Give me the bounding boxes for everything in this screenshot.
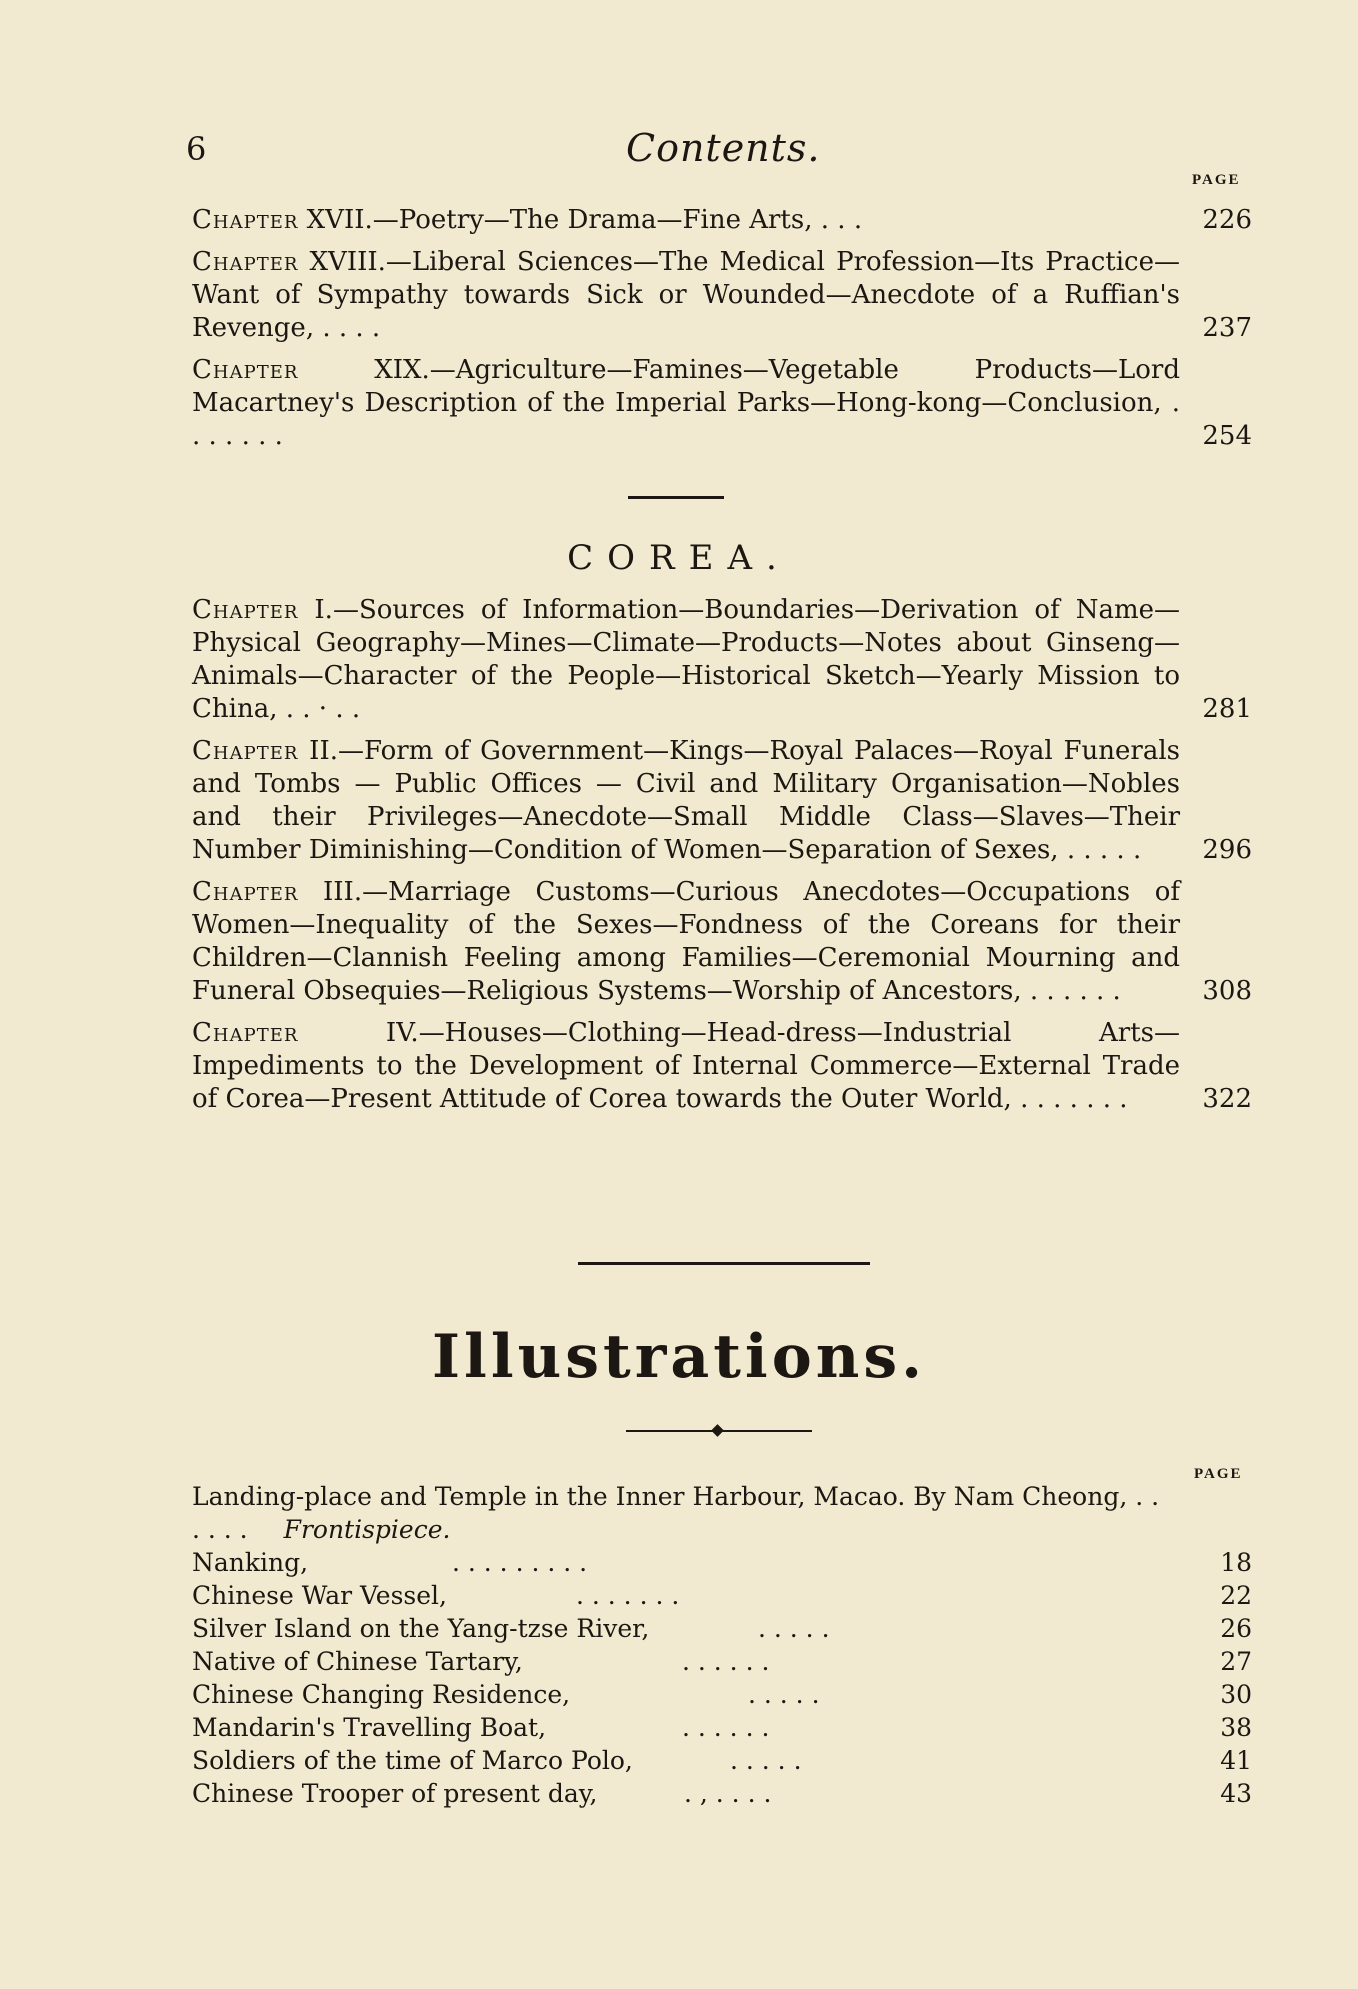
page-title: Contents.	[626, 126, 821, 170]
leader-dots: . . . . . . . . .	[452, 1548, 588, 1577]
illustration-label: Native of Chinese Tartary,	[192, 1647, 523, 1676]
illustration-entry[interactable]	[192, 1612, 1252, 1645]
illustration-entry[interactable]	[192, 1645, 1252, 1678]
illustration-entry[interactable]	[192, 1579, 1252, 1612]
chapter-page: 322	[1202, 1084, 1252, 1114]
leader-dots: . . . . .	[730, 1746, 802, 1775]
leader-dots: . . . . . . .	[1011, 1084, 1128, 1114]
chapter-page: 308	[1202, 976, 1252, 1006]
leader-dots: . . . . .	[748, 1680, 820, 1709]
chapter-lead: Chapter	[192, 736, 299, 766]
illustration-page: 43	[1220, 1779, 1252, 1808]
chapter-lead: Chapter	[192, 205, 299, 235]
page-column-label: PAGE	[1192, 172, 1241, 188]
chapter-text: I.—Sources of Information—Boundaries—Derivation of Name—Physical Geography—Mines—Climate—Products—Notes about Ginseng—Animals—Character of the People—Historical Sketch—Yearly Mission to China,	[192, 595, 1180, 724]
illustration-page: 38	[1220, 1713, 1252, 1742]
toc-entry[interactable]	[192, 246, 1252, 345]
china-chapter-list	[192, 204, 1252, 462]
leader-dots: . . . . . .	[1021, 976, 1121, 1006]
chapter-text: III.—Marriage Customs—Curious Anecdotes—Occupations of Women—Inequality of the Sexes—Fondness of the Coreans for their Children—Clannish Feeling among Families—Ceremonial Mourning and Funeral Obsequies—Religious Systems—Worship of Ancestors,	[192, 877, 1180, 1006]
chapter-lead: Chapter	[192, 1018, 299, 1048]
toc-entry[interactable]	[192, 876, 1252, 1008]
illustration-entry[interactable]	[192, 1711, 1252, 1744]
page-header	[186, 122, 1256, 182]
illustrations-list	[192, 1480, 1252, 1810]
corea-section-heading: COREA.	[567, 538, 791, 578]
illustration-page: 41	[1220, 1746, 1252, 1775]
leader-dots: . . . .	[314, 313, 381, 343]
illustration-entry[interactable]	[192, 1546, 1252, 1579]
chapter-text: II.—Form of Government—Kings—Royal Palaces—Royal Funerals and Tombs — Public Offices — Civil and Military Organisation—Nobles and their Privileges—Anecdote—Small Middle Class—Slaves—Their Number Diminishing—Condition of Women—Separation of Sexes,	[192, 736, 1180, 865]
illustration-page: 22	[1220, 1581, 1252, 1610]
corea-chapter-list	[192, 594, 1252, 1125]
illustration-entry[interactable]	[192, 1744, 1252, 1777]
illustration-label: Chinese War Vessel,	[192, 1581, 447, 1610]
leader-dots: . . . . . . .	[576, 1581, 680, 1610]
toc-entry[interactable]	[192, 1017, 1252, 1116]
chapter-page: 237	[1202, 313, 1252, 343]
section-divider	[578, 1262, 870, 1265]
chapter-page: 296	[1202, 835, 1252, 865]
chapter-lead: Chapter	[192, 355, 299, 385]
illustration-label: Landing-place and Temple in the Inner Harbour, Macao. By Nam Cheong,	[192, 1482, 1128, 1511]
toc-entry[interactable]	[192, 354, 1252, 453]
frontispiece-note: Frontispiece.	[283, 1515, 451, 1544]
leader-dots: . . . . . . .	[192, 388, 1180, 451]
illustration-page: 18	[1220, 1548, 1252, 1577]
chapter-lead: Chapter	[192, 877, 299, 907]
illustration-entry[interactable]	[192, 1777, 1252, 1810]
chapter-page: 254	[1202, 421, 1252, 451]
chapter-text: IV.—Houses—Clothing—Head-dress—Industrial Arts—Impediments to the Development of Internal Commerce—External Trade of Corea—Present Attitude of Corea towards the Outer World,	[192, 1018, 1180, 1114]
toc-entry[interactable]	[192, 735, 1252, 867]
chapter-lead: Chapter	[192, 247, 299, 277]
leader-dots: . , . . . .	[684, 1779, 772, 1808]
chapter-lead: Chapter	[192, 595, 299, 625]
chapter-page: 226	[1202, 205, 1252, 235]
illustration-page: 27	[1220, 1647, 1252, 1676]
chapter-text: XVII.—Poetry—The Drama—Fine Arts,	[298, 205, 813, 235]
illustration-label: Chinese Changing Residence,	[192, 1680, 571, 1709]
leader-dots: . . · . .	[277, 694, 361, 724]
chapter-page: 281	[1202, 694, 1252, 724]
illustration-label: Soldiers of the time of Marco Polo,	[192, 1746, 633, 1775]
illustration-label: Chinese Trooper of present day,	[192, 1779, 598, 1808]
chapter-text: XIX.—Agriculture—Famines—Vegetable Products—Lord Macartney's Description of the Imperial Parks—Hong-kong—Conclusion,	[192, 355, 1180, 418]
ornament-diamond-icon	[711, 1424, 724, 1437]
toc-entry[interactable]	[192, 594, 1252, 726]
illustrations-heading: Illustrations.	[431, 1322, 927, 1392]
leader-dots: . . . . . .	[682, 1647, 770, 1676]
illustration-entry[interactable]	[192, 1480, 1252, 1546]
chapter-text: XVIII.—Liberal Sciences—The Medical Profession—Its Practice—Want of Sympathy towards Sick or Wounded—Anecdote of a Ruffian's Revenge,	[192, 247, 1180, 343]
leader-dots: . . . . . .	[682, 1713, 770, 1742]
illustration-label: Silver Island on the Yang-tzse River,	[192, 1614, 650, 1643]
section-divider	[628, 496, 724, 499]
page-number: 6	[186, 130, 207, 168]
leader-dots: . . . . . .	[192, 1482, 1160, 1544]
leader-dots: . . .	[812, 205, 863, 235]
page-column-label: PAGE	[1194, 1466, 1243, 1482]
toc-entry[interactable]	[192, 204, 1252, 237]
leader-dots: . . . . .	[1058, 835, 1142, 865]
illustration-page: 30	[1220, 1680, 1252, 1709]
illustration-entry[interactable]	[192, 1678, 1252, 1711]
leader-dots: . . . . .	[758, 1614, 830, 1643]
illustration-label: Mandarin's Travelling Boat,	[192, 1713, 547, 1742]
illustration-label: Nanking,	[192, 1548, 309, 1577]
illustration-page: 26	[1220, 1614, 1252, 1643]
